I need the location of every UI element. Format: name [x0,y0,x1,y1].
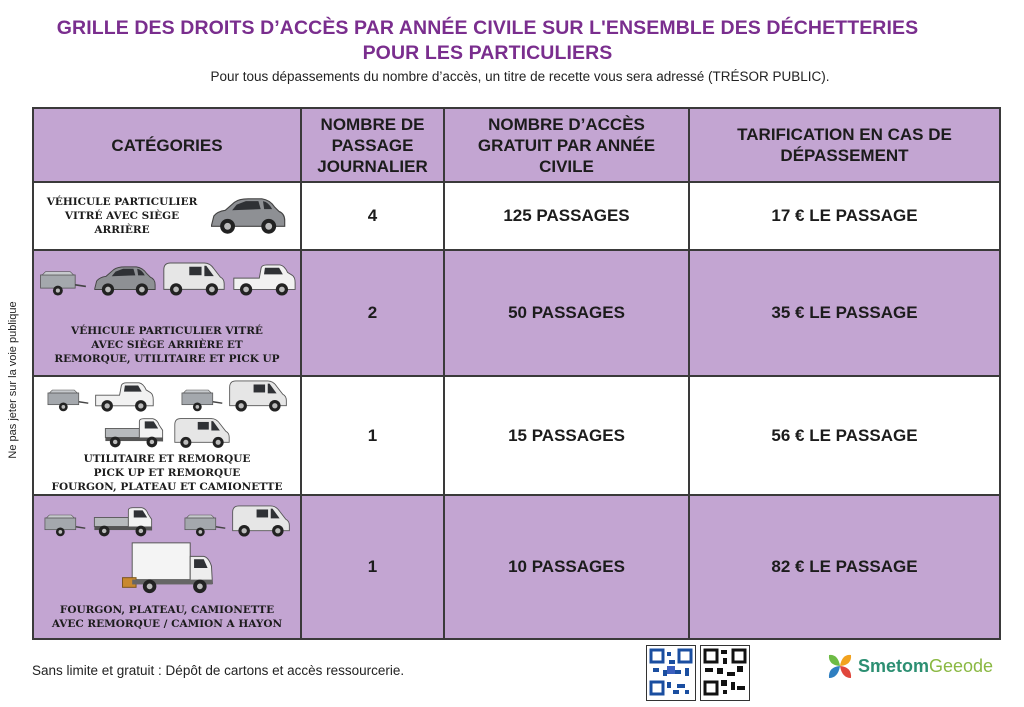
smetom-logo [826,651,993,681]
category-label: UTILITAIRE ET REMORQUE PICK UP ET REMORQUE FOURGON, PLATEAU ET CAMIONETTE [51,452,283,493]
pickup-icon [231,262,297,298]
column-header-daily: NOMBRE DE PASSAGE JOURNALIER [301,108,444,182]
free-access-cell: 50 PASSAGES [444,250,689,376]
price-cell: 17 € LE PASSAGE [689,182,1000,250]
table-row [33,376,1000,495]
category-cell [33,250,301,376]
van-icon [230,503,292,539]
table-row [33,182,1000,250]
trailer-icon [42,513,86,539]
box-truck-icon [115,539,219,597]
vehicle-pictures [34,503,300,539]
van-icon [171,416,233,450]
vehicle-pictures [34,260,300,298]
logo-wordmark: SmetomGeeode [858,655,994,676]
vehicle-pictures [34,539,300,597]
category-cell [33,376,301,495]
page-title-line2: POUR LES PARTICULIERS [362,42,613,64]
price-cell: 56 € LE PASSAGE [689,376,1000,495]
table-row [33,495,1000,639]
page-title [0,16,975,66]
column-header-categories: CATÉGORIES [33,108,301,182]
category-label: VÉHICULE PARTICULIER VITRÉ AVEC SIÈGE ARRIÈRE [46,196,198,236]
flatbed-truck-icon [90,505,156,539]
trailer-icon [179,388,223,414]
category-cell [33,182,301,250]
price-cell: 82 € LE PASSAGE [689,495,1000,639]
side-note-text: Ne pas jeter sur la voie publique [7,301,19,459]
free-access-cell: 10 PASSAGES [444,495,689,639]
vehicle-pictures [34,378,300,414]
website-qr-code[interactable] [700,645,750,701]
footer-note: Sans limite et gratuit : Dépôt de cartons et accès ressourcerie. [32,663,405,678]
daily-passes-cell: 2 [301,250,444,376]
vehicle-pictures [34,416,300,450]
column-header-price: TARIFICATION EN CAS DE DÉPASSEMENT [689,108,1000,182]
access-rights-table [32,107,1001,640]
van-icon [227,378,289,414]
trailer-icon [45,388,89,414]
qr-code-icon [647,646,695,700]
car-icon [207,195,287,237]
trailer-icon [37,270,87,298]
leaf-logo-icon [826,651,854,681]
page-subtitle: Pour tous dépassements du nombre d’accès, un titre de recette vous sera adressé (TRÉSOR PUBLIC). [210,69,830,84]
facebook-qr-code[interactable] [646,645,696,701]
daily-passes-cell: 1 [301,376,444,495]
daily-passes-cell: 4 [301,182,444,250]
daily-passes-cell: 1 [301,495,444,639]
table-row [33,250,1000,376]
pickup-icon [93,380,155,414]
category-label: VÉHICULE PARTICULIER VITRÉ AVEC SIÈGE ARRIÈRE ET REMORQUE, UTILITAIRE ET PICK UP [54,325,280,365]
page-title-line1: GRILLE DES DROITS D’ACCÈS PAR ANNÉE CIVILE SUR L'ENSEMBLE DES DÉCHETTERIES [56,17,919,39]
car-icon [91,264,157,298]
qr-code-icon [701,646,749,700]
category-label: FOURGON, PLATEAU, CAMIONETTE AVEC REMORQUE / CAMION A HAYON [51,604,283,630]
price-cell: 35 € LE PASSAGE [689,250,1000,376]
free-access-cell: 125 PASSAGES [444,182,689,250]
van-icon [161,260,227,298]
category-cell [33,495,301,639]
free-access-cell: 15 PASSAGES [444,376,689,495]
trailer-icon [182,513,226,539]
column-header-free: NOMBRE D’ACCÈS GRATUIT PAR ANNÉE CIVILE [444,108,689,182]
flatbed-truck-icon [101,416,167,450]
